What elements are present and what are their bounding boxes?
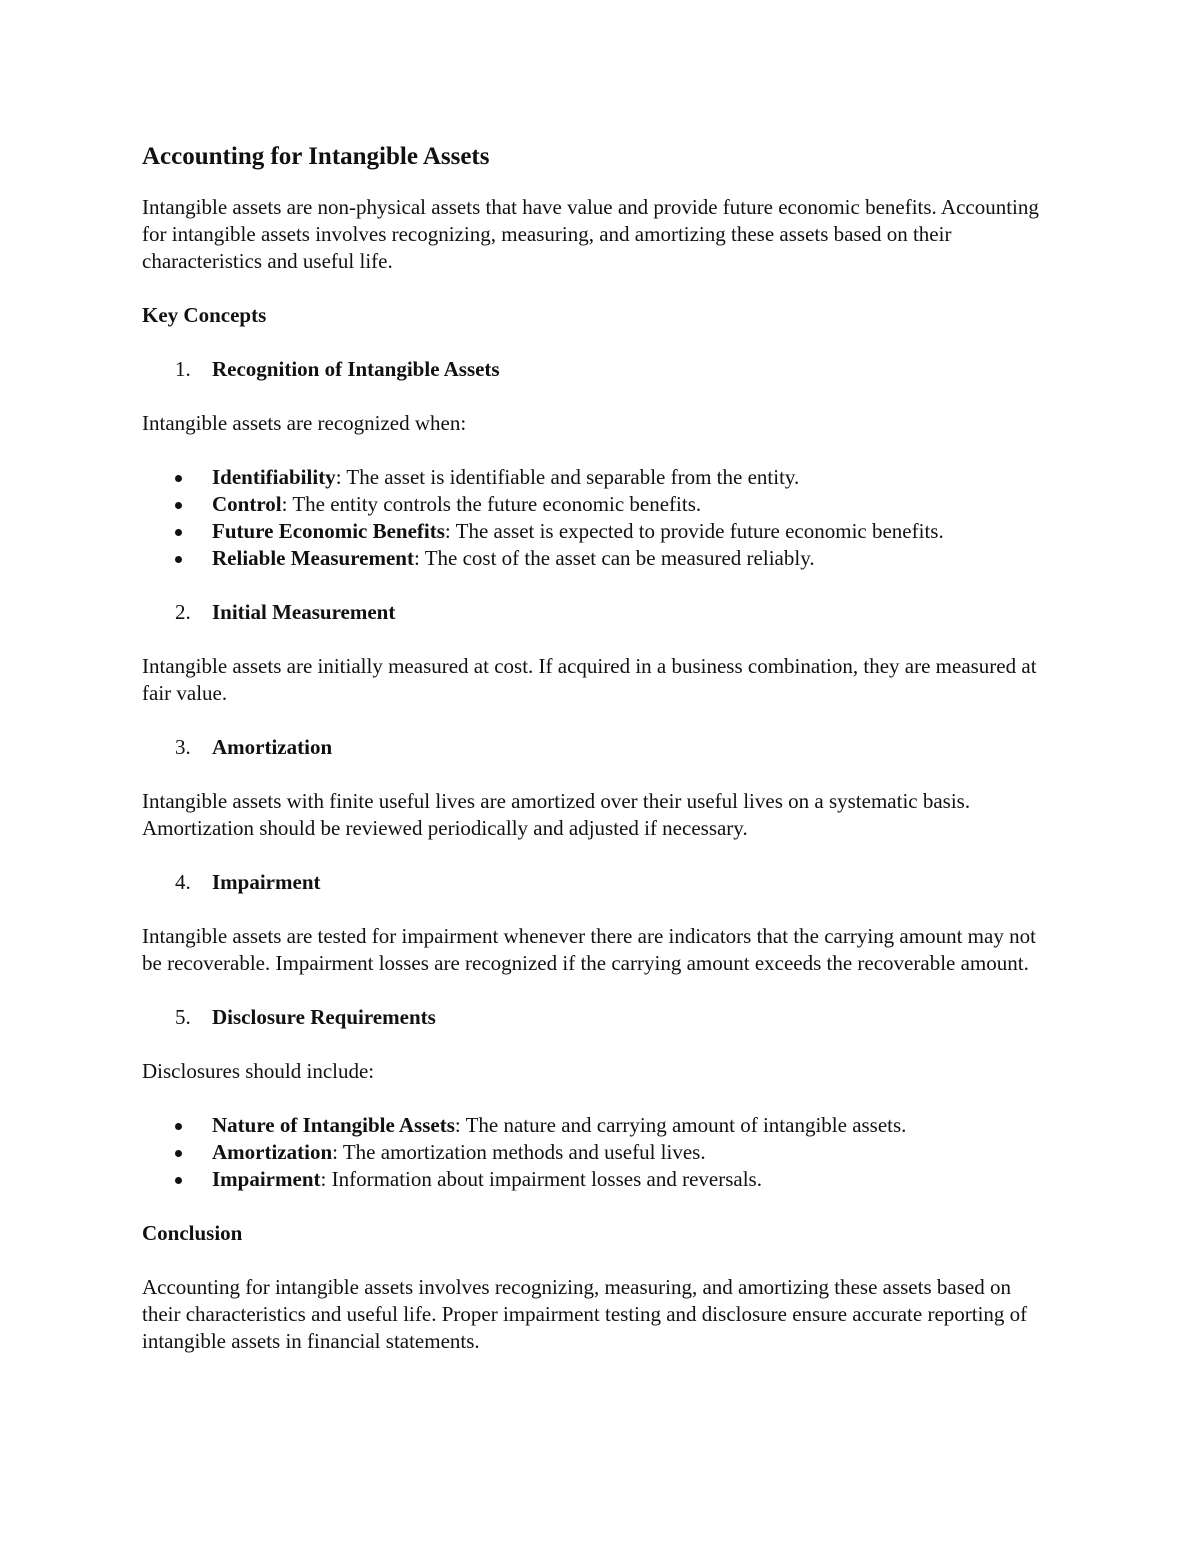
intro-paragraph: Intangible assets are non-physical assets that have value and provide future economic benefits. Accounting for intangible assets involves recognizing, measuring, and amortizing these assets based on their characteristics and useful life. <box>142 195 1039 273</box>
list-item <box>142 545 1042 572</box>
list-item <box>142 491 1042 518</box>
list-item-text: : The cost of the asset can be measured reliably. <box>413 546 815 570</box>
list-item-text: : The nature and carrying amount of intangible assets. <box>454 1113 907 1137</box>
document-title: Accounting for Intangible Assets <box>142 143 490 170</box>
section-paragraph: Intangible assets are initially measured at cost. If acquired in a business combination, they are measured at fair value. <box>142 654 1037 705</box>
section-paragraph: Intangible assets are recognized when: <box>142 411 467 435</box>
section-heading-initial-measurement <box>142 599 1042 626</box>
list-item-text: : The amortization methods and useful lives. <box>332 1140 706 1164</box>
section-heading-recognition <box>142 356 1042 383</box>
list-item-text: : The asset is identifiable and separable from the entity. <box>335 465 800 489</box>
document-page <box>142 140 1042 1355</box>
list-item <box>142 1139 1042 1166</box>
conclusion-heading: Conclusion <box>142 1221 243 1245</box>
section-paragraph: Intangible assets with finite useful lives are amortized over their useful lives on a systematic basis. Amortization should be reviewed periodically and adjusted if necessary. <box>142 789 971 840</box>
list-item-term: Future Economic Benefits <box>212 519 445 543</box>
recognition-criteria-list <box>142 464 1042 572</box>
section-paragraph: Intangible assets are tested for impairment whenever there are indicators that the carrying amount may not be recoverable. Impairment losses are recognized if the carrying amount exceeds the recoverable amount. <box>142 924 1036 975</box>
bullet-icon <box>175 556 182 563</box>
disclosure-list <box>142 1112 1042 1193</box>
section-title: Amortization <box>212 735 333 759</box>
list-item <box>142 1166 1042 1193</box>
conclusion-paragraph: Accounting for intangible assets involves recognizing, measuring, and amortizing these assets based on their characteristics and useful life. Proper impairment testing and disclosure ensure accurate reporting of intangible assets in financial statements. <box>142 1275 1028 1353</box>
bullet-icon <box>175 475 182 482</box>
key-concepts-heading: Key Concepts <box>142 303 267 327</box>
section-number: 2. <box>175 600 191 624</box>
section-number: 5. <box>175 1005 191 1029</box>
list-item <box>142 1112 1042 1139</box>
bullet-icon <box>175 1123 182 1130</box>
section-title: Recognition of Intangible Assets <box>212 357 500 381</box>
list-item-text: : Information about impairment losses and reversals. <box>320 1167 762 1191</box>
bullet-icon <box>175 1177 182 1184</box>
section-title: Initial Measurement <box>212 600 396 624</box>
list-item-term: Control <box>212 492 282 516</box>
list-item-term: Amortization <box>212 1140 333 1164</box>
section-title: Impairment <box>212 870 321 894</box>
section-paragraph: Disclosures should include: <box>142 1059 375 1083</box>
section-heading-impairment <box>142 869 1042 896</box>
bullet-icon <box>175 1150 182 1157</box>
section-number: 1. <box>175 357 191 381</box>
list-item-text: : The asset is expected to provide future economic benefits. <box>444 519 944 543</box>
list-item <box>142 464 1042 491</box>
bullet-icon <box>175 502 182 509</box>
list-item-term: Reliable Measurement <box>212 546 414 570</box>
list-item-text: : The entity controls the future economic benefits. <box>281 492 702 516</box>
section-title: Disclosure Requirements <box>212 1005 436 1029</box>
list-item <box>142 518 1042 545</box>
section-heading-disclosure <box>142 1004 1042 1031</box>
section-number: 4. <box>175 870 191 894</box>
section-heading-amortization <box>142 734 1042 761</box>
bullet-icon <box>175 529 182 536</box>
list-item-term: Impairment <box>212 1167 321 1191</box>
section-number: 3. <box>175 735 191 759</box>
list-item-term: Nature of Intangible Assets <box>212 1113 455 1137</box>
list-item-term: Identifiability <box>212 465 336 489</box>
